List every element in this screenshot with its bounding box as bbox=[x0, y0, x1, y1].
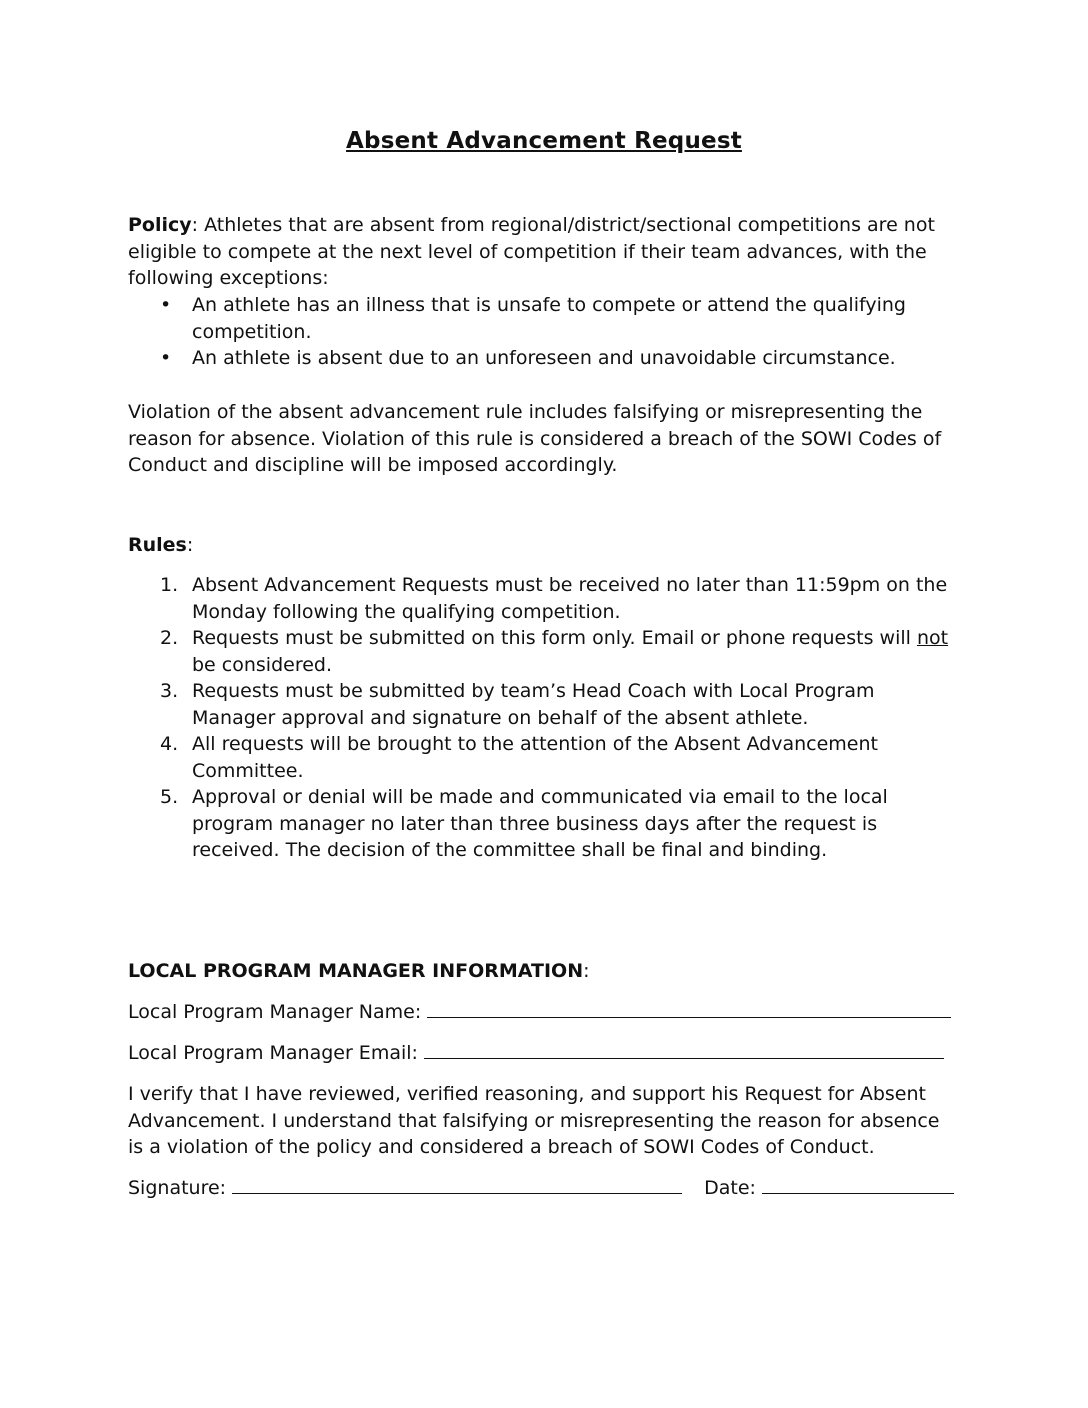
bullet-icon: • bbox=[160, 347, 172, 369]
list-item bbox=[128, 292, 960, 345]
manager-heading-label: LOCAL PROGRAM MANAGER INFORMATION bbox=[128, 960, 584, 982]
violation-paragraph: Violation of the absent advancement rule includes falsifying or misrepresenting the reason for absence. Violation of this rule is considered a breach of the SOWI Codes of Conduct and discipline will be imposed accordingly. bbox=[128, 401, 942, 476]
rule-number: 2. bbox=[160, 627, 179, 649]
policy-paragraph bbox=[128, 212, 960, 292]
signature-row bbox=[128, 1175, 954, 1201]
manager-name-row bbox=[128, 999, 951, 1025]
signature-label: Signature: bbox=[128, 1177, 233, 1199]
rule-text: Requests must be submitted on this form only. Email or phone requests will bbox=[192, 627, 917, 649]
rule-number: 4. bbox=[160, 733, 179, 755]
policy-exceptions-list bbox=[128, 292, 960, 372]
rule-number: 3. bbox=[160, 680, 179, 702]
list-item bbox=[128, 731, 960, 784]
policy-label: Policy bbox=[128, 214, 192, 236]
exception-text: An athlete is absent due to an unforeseen and unavoidable circumstance. bbox=[192, 347, 896, 369]
rule-text: Approval or denial will be made and communicated via email to the local program manager no later than three business days after the request is received. The decision of the committee shall be final and binding. bbox=[192, 786, 888, 861]
rule-number: 5. bbox=[160, 786, 179, 808]
manager-email-label: Local Program Manager Email: bbox=[128, 1042, 424, 1064]
list-item bbox=[128, 784, 960, 864]
rule-text-underlined: not bbox=[916, 627, 949, 649]
date-field[interactable] bbox=[762, 1175, 954, 1194]
list-item bbox=[128, 678, 960, 731]
manager-name-field[interactable] bbox=[427, 999, 951, 1018]
rule-number: 1. bbox=[160, 574, 179, 596]
list-item bbox=[128, 625, 960, 678]
signature-field[interactable] bbox=[232, 1175, 682, 1194]
rule-text: Absent Advancement Requests must be received no later than 11:59pm on the Monday following the qualifying competition. bbox=[192, 574, 948, 623]
list-item bbox=[128, 572, 960, 625]
manager-name-label: Local Program Manager Name: bbox=[128, 1001, 428, 1023]
manager-heading bbox=[128, 958, 960, 985]
policy-intro: : Athletes that are absent from regional/district/sectional competitions are not eligible to compete at the next level of competition if their team advances, with the following exceptions: bbox=[128, 214, 935, 289]
list-item bbox=[128, 345, 960, 372]
exception-text: An athlete has an illness that is unsafe to compete or attend the qualifying competition. bbox=[192, 294, 906, 343]
bullet-icon: • bbox=[160, 294, 172, 316]
rules-list bbox=[128, 572, 960, 864]
rule-text: be considered. bbox=[192, 653, 333, 676]
date-label: Date: bbox=[704, 1177, 762, 1199]
manager-email-row bbox=[128, 1040, 944, 1066]
verification-paragraph: I verify that I have reviewed, verified reasoning, and support his Request for Absent Advancement. I understand that falsifying or misrepresenting the reason for absence is a violation of the policy and considered a breach of SOWI Codes of Conduct. bbox=[128, 1083, 940, 1158]
manager-email-field[interactable] bbox=[424, 1040, 944, 1059]
rule-text: Requests must be submitted by team’s Head Coach with Local Program Manager approval and signature on behalf of the absent athlete. bbox=[192, 680, 875, 729]
manager-heading-colon: : bbox=[583, 960, 590, 982]
rules-label: Rules bbox=[128, 534, 187, 556]
rules-colon: : bbox=[186, 534, 194, 556]
rules-heading bbox=[128, 532, 960, 559]
document-title: Absent Advancement Request bbox=[346, 128, 742, 154]
rule-text: All requests will be brought to the attention of the Absent Advancement Committee. bbox=[192, 733, 878, 782]
